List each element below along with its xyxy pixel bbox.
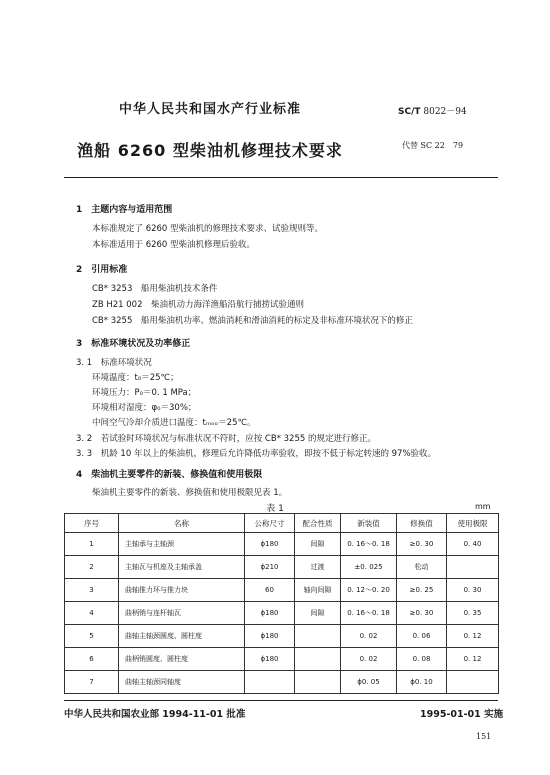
table-cell: ϕ180 xyxy=(245,533,295,556)
page-number: 151 xyxy=(476,732,492,741)
table-cell: 4 xyxy=(65,602,119,625)
standard-number-value: 8022－94 xyxy=(420,107,467,117)
table-cell: 间隙 xyxy=(295,602,341,625)
table-cell: 60 xyxy=(245,579,295,602)
reference-2: ZB H21 002 柴油机动力海洋渔船沿航行捕捞试验通则 xyxy=(92,300,304,310)
section-3-title: 3 标准环境状况及功率修正 xyxy=(76,339,191,349)
section-2-title: 2 引用标准 xyxy=(76,265,128,275)
table-row xyxy=(65,648,499,671)
standard-number xyxy=(398,104,467,117)
table-cell: 轴向间隙 xyxy=(295,579,341,602)
table-row xyxy=(65,533,499,556)
table-header: 配合性质 xyxy=(295,514,341,533)
table-cell: ≥0. 25 xyxy=(397,579,447,602)
table-unit: mm xyxy=(475,502,491,511)
document-title: 渔船 6260 型柴油机修理技术要求 xyxy=(77,141,343,160)
table-cell xyxy=(447,671,499,694)
table-cell: 曲柄销圆度、圆柱度 xyxy=(119,648,245,671)
table-cell: 曲轴主轴颈同轴度 xyxy=(119,671,245,694)
section-4-paragraph: 柴油机主要零件的新装、修换值和使用极限见表 1。 xyxy=(92,488,288,498)
approval-note: 中华人民共和国农业部 1994-11-01 批准 xyxy=(64,709,246,720)
table-cell: ≥0. 30 xyxy=(397,533,447,556)
table-cell: 0. 02 xyxy=(341,648,397,671)
table-cell: 5 xyxy=(65,625,119,648)
table-header-row xyxy=(65,514,499,533)
table-cell: ϕ0. 10 xyxy=(397,671,447,694)
table-cell: 0. 08 xyxy=(397,648,447,671)
table-row xyxy=(65,579,499,602)
table-cell: 0. 30 xyxy=(447,579,499,602)
table-cell: 主轴瓦与机座及主轴承盖 xyxy=(119,556,245,579)
table-cell: 松动 xyxy=(397,556,447,579)
table-cell: 0. 02 xyxy=(341,625,397,648)
table-cell: 曲轴推力环与推力块 xyxy=(119,579,245,602)
table-header: 序号 xyxy=(65,514,119,533)
table-cell: 1 xyxy=(65,533,119,556)
table-row xyxy=(65,602,499,625)
table-header: 使用极限 xyxy=(447,514,499,533)
footer-rule xyxy=(64,700,498,701)
table-cell: 间隙 xyxy=(295,533,341,556)
table-cell: 2 xyxy=(65,556,119,579)
table-cell xyxy=(295,625,341,648)
table-cell: 曲柄销与连杆轴瓦 xyxy=(119,602,245,625)
section-4-title: 4 柴油机主要零件的新装、修换值和使用极限 xyxy=(76,470,263,480)
table-cell: ≥0. 30 xyxy=(397,602,447,625)
table-cell: ϕ210 xyxy=(245,556,295,579)
table-header: 名称 xyxy=(119,514,245,533)
table-cell: ϕ0. 05 xyxy=(341,671,397,694)
table-cell: 0. 12 xyxy=(447,648,499,671)
table-cell: 0. 40 xyxy=(447,533,499,556)
table-cell xyxy=(295,671,341,694)
env-pressure: 环境压力：P₀＝0. 1 MPa； xyxy=(92,388,197,398)
reference-3: CB* 3255 船用柴油机功率、燃油消耗和滑油消耗的标定及非标准环境状况下的修正 xyxy=(92,316,413,326)
table-cell: 0. 16～0. 18 xyxy=(341,533,397,556)
table-cell: ±0. 025 xyxy=(341,556,397,579)
table-cell: 7 xyxy=(65,671,119,694)
table-cell: ϕ180 xyxy=(245,648,295,671)
effective-date: 1995-01-01 实施 xyxy=(420,709,504,720)
standard-title: 中华人民共和国水产行业标准 xyxy=(118,102,301,117)
table-cell: 3 xyxy=(65,579,119,602)
table-cell: ϕ180 xyxy=(245,602,295,625)
table-row xyxy=(65,625,499,648)
table-cell: 0. 12～0. 20 xyxy=(341,579,397,602)
table-cell: 0. 16～0. 18 xyxy=(341,602,397,625)
standard-prefix: SC/T xyxy=(398,107,421,117)
table-cell: 0. 06 xyxy=(397,625,447,648)
env-humidity: 环境相对湿度：φ₀＝30%； xyxy=(92,403,197,413)
table-cell: 0. 12 xyxy=(447,625,499,648)
table-cell: 0. 35 xyxy=(447,602,499,625)
section-3-2: 3. 2 若试验时环境状况与标准状况不符时，应按 CB* 3255 的规定进行修正。 xyxy=(76,434,376,444)
table-cell: 6 xyxy=(65,648,119,671)
section-1-paragraph-1: 本标准规定了 6260 型柴油机的修理技术要求、试验规则等。 xyxy=(92,224,324,234)
header-rule xyxy=(64,177,498,178)
table-row xyxy=(65,671,499,694)
env-temperature: 环境温度：t₀＝25℃； xyxy=(92,373,179,383)
reference-1: CB* 3253 船用柴油机技术条件 xyxy=(92,284,218,294)
table-header: 修换值 xyxy=(397,514,447,533)
table-cell: 主轴承与主轴颈 xyxy=(119,533,245,556)
table-cell: ϕ180 xyxy=(245,625,295,648)
table-caption: 表 1 xyxy=(266,504,284,514)
section-1-title: 1 主题内容与适用范围 xyxy=(76,205,173,215)
table-cell xyxy=(447,556,499,579)
env-coolant-temperature: 中间空气冷却介质进口温度：tₘₒₒ＝25℃。 xyxy=(92,418,256,428)
table-header: 新装值 xyxy=(341,514,397,533)
table-cell: 过渡 xyxy=(295,556,341,579)
section-3-1-title: 3. 1 标准环境状况 xyxy=(76,358,152,368)
section-1-paragraph-2: 本标准适用于 6260 型柴油机修理后验收。 xyxy=(92,240,256,250)
table-cell xyxy=(295,648,341,671)
section-3-3: 3. 3 机龄 10 年以上的柴油机，修理后允许降低功率验收，即按不低于标定转速的 97%验收。 xyxy=(76,449,437,459)
table-header: 公称尺寸 xyxy=(245,514,295,533)
replaces-note: 代替 SC 22 79 xyxy=(402,141,464,150)
parts-table xyxy=(64,513,499,694)
table-row xyxy=(65,556,499,579)
table-cell: 曲轴主轴颈圆度、圆柱度 xyxy=(119,625,245,648)
table-cell xyxy=(245,671,295,694)
